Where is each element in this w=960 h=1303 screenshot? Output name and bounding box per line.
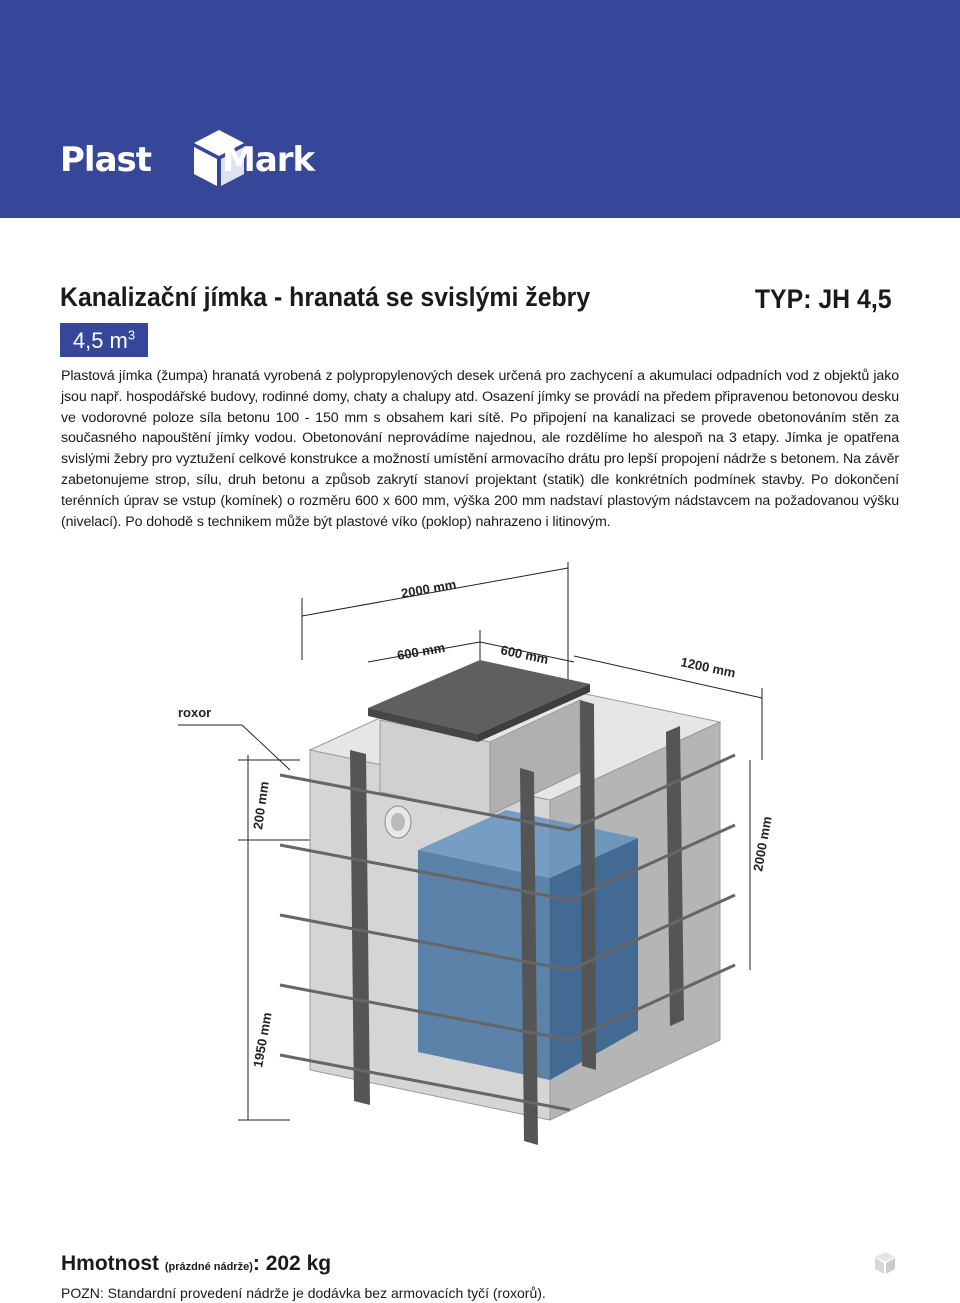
logo-word-right: Mark <box>222 140 315 180</box>
dim-opening-a-label: 600 mm <box>395 639 447 663</box>
volume-badge <box>60 323 148 357</box>
dim-neck-height-label: 200 mm <box>250 780 272 831</box>
tank-drawing <box>150 560 810 1180</box>
volume-exponent: 3 <box>127 327 136 343</box>
weight-value: 202 kg <box>265 1252 332 1275</box>
weight-qualifier: (prázdné nádrže) <box>164 1261 253 1273</box>
logo-word-left: Plast <box>60 140 152 180</box>
dim-length-label: 2000 mm <box>399 576 458 601</box>
dim-opening-b-label: 600 mm <box>499 642 550 668</box>
weight-line <box>61 1252 331 1276</box>
weight-label: Hmotnost <box>61 1252 159 1275</box>
roxor-label: roxor <box>178 705 212 720</box>
weight-colon: : <box>252 1252 260 1275</box>
header-banner <box>0 0 960 218</box>
volume-value: 4,5 m <box>72 328 128 353</box>
product-type: TYP: JH 4,5 <box>755 284 892 314</box>
dim-width-label: 1200 mm <box>679 654 737 681</box>
product-description: Plastová jímka (žumpa) hranatá vyrobená z polypropylenových desek určená pro zachycení a akumulaci odpadních vod z objektů jako jsou např. hospodářské budovy, rodinné domy, chaty a chalupy atd. Osazení jímky se provádí na předem připravenou betonovou desku ve vodorovné poloze síla betonu 100 - 150 mm s obsahem kari sítě. Po připojení na kanalizaci se provede obetonováním stěn za současného napouštění jímky vodou. Obetonování neprovádíme najednou, ale rozdělíme ho alespoň na 3 etapy. Jímka je opatřena svislými žebry pro vyztužení celkové konstrukce a možností umístění armovacího drátu pro lepší propojení nádrže s betonem. Na závěr zabetonujeme strop, sílu, druh betonu a způsob zakrytí stanoví projektant (statik) dle konkrétních podmínek stavby. Po dokončení terénních úprav se vstup (komínek) o rozměru 600 x 600 mm, výška 200 mm nadstaví plastovým nádstavcem na požadovanou výšku (nivelací). Po dohodě s technikem může být plastové víko (poklop) nahrazeno i litinovým. <box>61 368 899 530</box>
dim-body-height-label: 1950 mm <box>250 1011 275 1069</box>
page-title: Kanalizační jímka - hranatá se svislými žebry <box>60 282 591 312</box>
dim-height-total-label: 2000 mm <box>750 815 775 873</box>
cube-mark-icon <box>872 1250 898 1276</box>
footer-note: POZN: Standardní provedení nádrže je dodávka bez armovacích tyčí (roxorů). <box>61 1285 546 1301</box>
